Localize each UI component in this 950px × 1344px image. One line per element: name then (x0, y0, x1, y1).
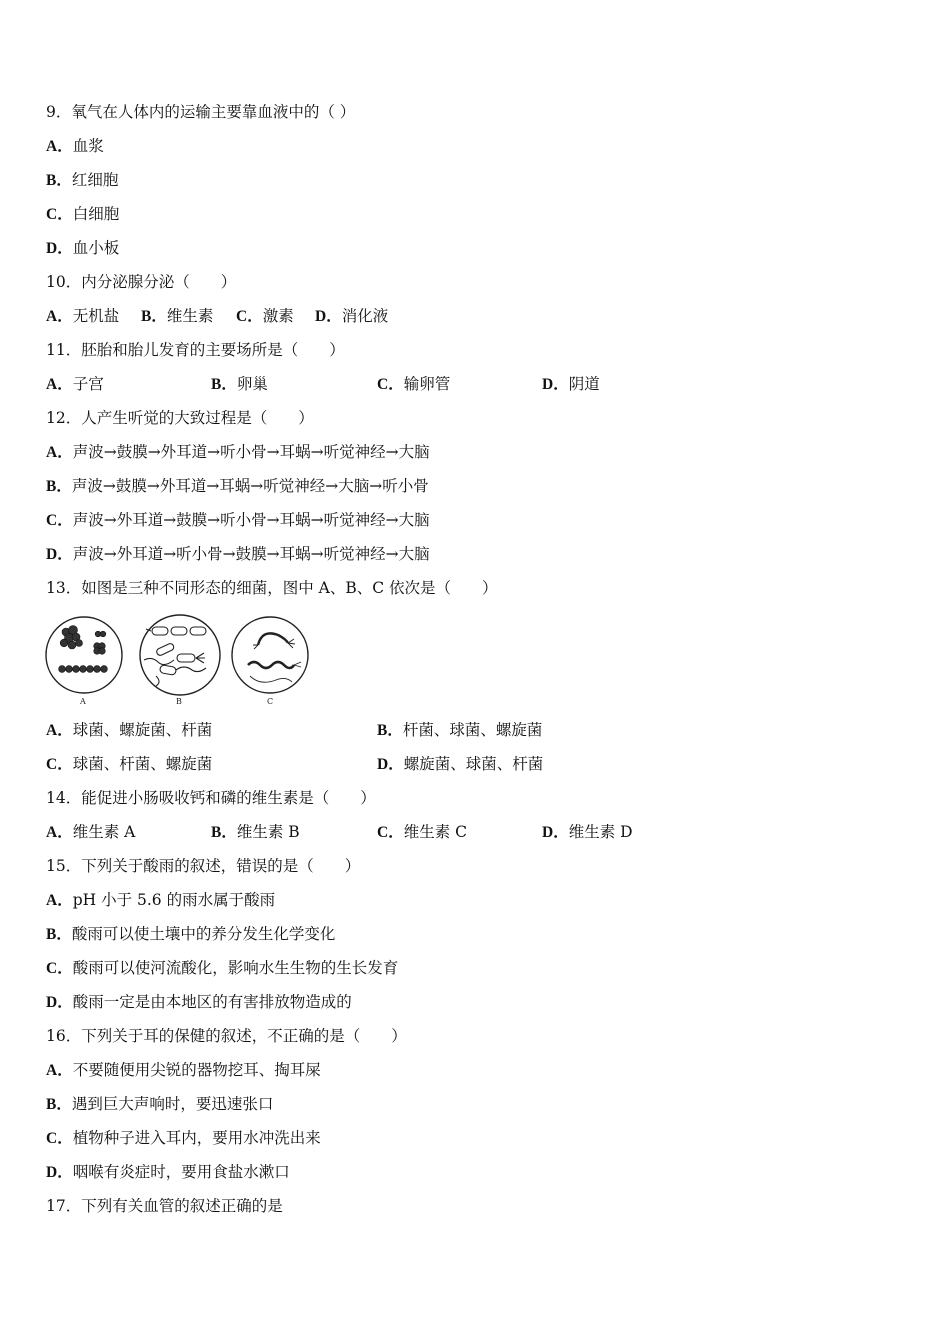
question-11-option-a (46, 374, 104, 395)
question-9-option-c (46, 204, 119, 225)
question-10-option-d (315, 306, 388, 327)
option-label: B． (211, 376, 237, 393)
question-10-option-c (236, 306, 294, 327)
figure-label-b: B (176, 697, 182, 706)
option-label: C． (46, 960, 73, 977)
question-13-option-b (377, 720, 542, 741)
option-text: 遇到巨大声响时，要迅速张口 (71, 1095, 274, 1113)
option-text: 血浆 (72, 137, 104, 155)
option-label: A． (46, 138, 73, 155)
option-text: 声波→外耳道→鼓膜→听小骨→耳蜗→听觉神经→大脑 (72, 511, 430, 529)
option-text: 白细胞 (72, 205, 120, 223)
question-16-option-c (46, 1128, 321, 1149)
option-label: D． (46, 1164, 73, 1181)
option-label: A． (46, 308, 73, 325)
question-16-option-b (46, 1094, 273, 1115)
option-text: 不要随便用尖锐的器物挖耳、掏耳屎 (72, 1061, 321, 1079)
bacilli-illustration (140, 615, 220, 695)
option-label: C． (377, 376, 404, 393)
option-label: B． (46, 926, 72, 943)
option-label: B． (46, 172, 72, 189)
question-11-option-d (542, 374, 600, 395)
option-text: 酸雨可以使土壤中的养分发生化学变化 (71, 925, 336, 943)
option-label: D． (542, 376, 569, 393)
option-label: C． (46, 512, 73, 529)
spirilla-illustration (232, 617, 308, 693)
option-text: 球菌、螺旋菌、杆菌 (72, 721, 213, 739)
question-11-option-c (377, 374, 450, 395)
option-text: 子宫 (72, 375, 104, 393)
question-14-option-a (46, 822, 135, 843)
option-label: B． (46, 478, 72, 495)
question-12-option-b (46, 476, 429, 497)
question-15-option-c (46, 958, 398, 979)
question-11-option-b (211, 374, 268, 395)
option-text: 维生素 C (403, 823, 467, 841)
question-17-stem: 17．下列有关血管的叙述正确的是 (46, 1197, 283, 1215)
bacteria-figure (44, 610, 324, 708)
figure-label-a: A (80, 697, 86, 706)
option-text: 酸雨一定是由本地区的有害排放物造成的 (72, 993, 352, 1011)
option-text: 声波→鼓膜→外耳道→听小骨→耳蜗→听觉神经→大脑 (72, 443, 430, 461)
option-text: 螺旋菌、球菌、杆菌 (403, 755, 544, 773)
option-text: 无机盐 (72, 307, 120, 325)
question-9-option-a (46, 136, 104, 157)
option-label: D． (377, 756, 404, 773)
question-12-option-a (46, 442, 430, 463)
option-label: A． (46, 892, 73, 909)
option-text: 维生素 D (568, 823, 633, 841)
option-label: D． (315, 308, 342, 325)
question-15-option-a (46, 890, 275, 911)
question-10-option-a (46, 306, 119, 327)
option-text: pH 小于 5.6 的雨水属于酸雨 (72, 891, 276, 909)
question-15-option-b (46, 924, 335, 945)
figure-label-c: C (267, 697, 274, 706)
option-label: B． (46, 1096, 72, 1113)
option-label: C． (46, 1130, 73, 1147)
option-label: D． (46, 240, 73, 257)
question-10-stem: 10．内分泌腺分泌（ ） (46, 273, 237, 291)
option-label: D． (46, 994, 73, 1011)
option-text: 维生素 B (236, 823, 300, 841)
option-text: 血小板 (72, 239, 120, 257)
question-13-option-c (46, 754, 212, 775)
question-10-option-b (141, 306, 213, 327)
question-12-option-c (46, 510, 430, 531)
option-text: 植物种子进入耳内，要用水冲洗出来 (72, 1129, 321, 1147)
option-text: 红细胞 (71, 171, 119, 189)
question-12-stem: 12．人产生听觉的大致过程是（ ） (46, 409, 314, 427)
option-text: 维生素 (166, 307, 214, 325)
option-text: 声波→外耳道→听小骨→鼓膜→耳蜗→听觉神经→大脑 (72, 545, 430, 563)
question-14-option-b (211, 822, 300, 843)
question-9-option-d (46, 238, 119, 259)
question-13-option-d (377, 754, 543, 775)
question-12-option-d (46, 544, 430, 565)
question-14-option-c (377, 822, 467, 843)
option-text: 酸雨可以使河流酸化，影响水生生物的生长发育 (72, 959, 399, 977)
question-14-option-d (542, 822, 633, 843)
question-16-stem: 16．下列关于耳的保健的叙述，不正确的是（ ） (46, 1027, 407, 1045)
option-text: 输卵管 (403, 375, 451, 393)
question-14-stem: 14．能促进小肠吸收钙和磷的维生素是（ ） (46, 789, 376, 807)
option-text: 声波→鼓膜→外耳道→耳蜗→听觉神经→大脑→听小骨 (71, 477, 429, 495)
option-text: 激素 (262, 307, 294, 325)
option-label: C． (46, 206, 73, 223)
option-text: 球菌、杆菌、螺旋菌 (72, 755, 213, 773)
option-label: A． (46, 824, 73, 841)
option-text: 维生素 A (72, 823, 136, 841)
option-label: B． (211, 824, 237, 841)
question-15-stem: 15．下列关于酸雨的叙述，错误的是（ ） (46, 857, 361, 875)
option-label: B． (141, 308, 167, 325)
option-text: 消化液 (341, 307, 389, 325)
question-11-stem: 11．胚胎和胎儿发育的主要场所是（ ） (46, 341, 345, 359)
option-label: B． (377, 722, 403, 739)
question-15-option-d (46, 992, 352, 1013)
option-text: 卵巢 (236, 375, 268, 393)
question-16-option-d (46, 1162, 290, 1183)
question-9-option-b (46, 170, 118, 191)
question-16-option-a (46, 1060, 321, 1081)
option-label: A． (46, 444, 73, 461)
option-text: 咽喉有炎症时，要用食盐水漱口 (72, 1163, 290, 1181)
question-13-stem: 13．如图是三种不同形态的细菌，图中 A、B、C 依次是（ ） (46, 579, 498, 597)
option-text: 杆菌、球菌、螺旋菌 (402, 721, 543, 739)
option-label: D． (542, 824, 569, 841)
option-text: 阴道 (568, 375, 600, 393)
option-label: A． (46, 1062, 73, 1079)
question-13-option-a (46, 720, 212, 741)
question-9-stem: 9．氧气在人体内的运输主要靠血液中的（ ） (46, 103, 356, 121)
option-label: C． (236, 308, 263, 325)
option-label: C． (377, 824, 404, 841)
option-label: A． (46, 376, 73, 393)
option-label: A． (46, 722, 73, 739)
cocci-illustration (46, 617, 122, 693)
option-label: C． (46, 756, 73, 773)
option-label: D． (46, 546, 73, 563)
